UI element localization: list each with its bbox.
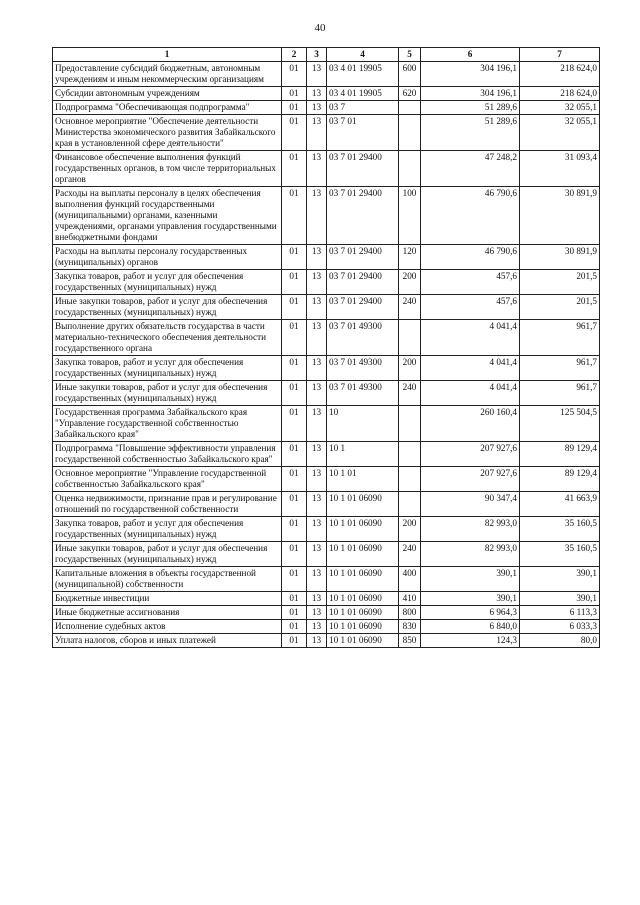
table-row [53,381,600,406]
row-section-cell: 01 [282,270,307,295]
row-name-cell: Государственная программа Забайкальского края "Управление государственной собственностью Забайкальского края" [53,406,282,442]
row-amount-2-cell: 80,0 [520,634,600,648]
row-name-cell: Расходы на выплаты персоналу в целях обеспечения выполнения функций государственными (муниципальными) органами, казенными учреждениями, органами управления государственными внебюджетными фондами [53,187,282,245]
row-amount-2-cell: 961,7 [520,381,600,406]
row-expense-type-cell: 200 [399,356,421,381]
row-amount-2-cell: 201,5 [520,270,600,295]
row-name-cell: Основное мероприятие "Управление государственной собственностью Забайкальского края" [53,467,282,492]
row-expense-type-cell: 410 [399,592,421,606]
row-section-cell: 01 [282,87,307,101]
row-amount-1-cell: 51 289,6 [421,115,520,151]
row-amount-2-cell: 32 055,1 [520,101,600,115]
row-amount-1-cell: 46 790,6 [421,245,520,270]
row-subsection-cell: 13 [307,567,327,592]
row-target-article-cell: 03 7 01 29400 [327,270,399,295]
row-expense-type-cell [399,320,421,356]
row-expense-type-cell [399,151,421,187]
table-row [53,356,600,381]
row-target-article-cell: 10 1 01 06090 [327,492,399,517]
row-expense-type-cell [399,442,421,467]
table-row [53,87,600,101]
row-expense-type-cell [399,467,421,492]
row-name-cell: Подпрограмма "Обеспечивающая подпрограмма" [53,101,282,115]
row-amount-1-cell: 304 196,1 [421,87,520,101]
row-section-cell: 01 [282,442,307,467]
row-section-cell: 01 [282,592,307,606]
row-expense-type-cell: 200 [399,270,421,295]
row-target-article-cell: 03 7 01 29400 [327,187,399,245]
row-target-article-cell: 03 4 01 19905 [327,62,399,87]
table-row [53,442,600,467]
row-amount-2-cell: 6 113,3 [520,606,600,620]
row-name-cell: Подпрограмма "Повышение эффективности управления государственной собственностью Забайкальского края" [53,442,282,467]
row-name-cell: Закупка товаров, работ и услуг для обеспечения государственных (муниципальных) нужд [53,356,282,381]
row-target-article-cell: 03 7 01 49300 [327,381,399,406]
row-name-cell: Уплата налогов, сборов и иных платежей [53,634,282,648]
budget-table [52,47,600,648]
row-amount-2-cell: 35 160,5 [520,542,600,567]
row-name-cell: Закупка товаров, работ и услуг для обеспечения государственных (муниципальных) нужд [53,270,282,295]
row-section-cell: 01 [282,245,307,270]
row-target-article-cell: 10 1 01 06090 [327,634,399,648]
row-name-cell: Бюджетные инвестиции [53,592,282,606]
row-amount-2-cell: 218 624,0 [520,87,600,101]
row-subsection-cell: 13 [307,115,327,151]
row-expense-type-cell: 850 [399,634,421,648]
column-header: 4 [327,48,399,62]
column-header: 6 [421,48,520,62]
row-amount-2-cell: 89 129,4 [520,467,600,492]
row-amount-2-cell: 390,1 [520,567,600,592]
row-target-article-cell: 03 7 01 [327,115,399,151]
table-body [53,62,600,648]
table-row [53,634,600,648]
row-amount-1-cell: 82 993,0 [421,542,520,567]
table-row [53,542,600,567]
row-subsection-cell: 13 [307,187,327,245]
table-row [53,592,600,606]
row-section-cell: 01 [282,381,307,406]
row-target-article-cell: 10 1 01 06090 [327,567,399,592]
row-subsection-cell: 13 [307,87,327,101]
table-row [53,517,600,542]
row-amount-2-cell: 218 624,0 [520,62,600,87]
column-header: 1 [53,48,282,62]
row-subsection-cell: 13 [307,295,327,320]
row-target-article-cell: 10 1 01 06090 [327,517,399,542]
row-name-cell: Оценка недвижимости, признание прав и регулирование отношений по государственной собственности [53,492,282,517]
header-row [53,48,600,62]
row-name-cell: Исполнение судебных актов [53,620,282,634]
row-section-cell: 01 [282,517,307,542]
row-name-cell: Предоставление субсидий бюджетным, автономным учреждениям и иным некоммерческим организациям [53,62,282,87]
table-row [53,320,600,356]
row-amount-2-cell: 390,1 [520,592,600,606]
row-amount-1-cell: 390,1 [421,592,520,606]
row-section-cell: 01 [282,542,307,567]
row-name-cell: Капитальные вложения в объекты государственной (муниципальной) собственности [53,567,282,592]
row-section-cell: 01 [282,62,307,87]
row-target-article-cell: 10 [327,406,399,442]
row-amount-1-cell: 390,1 [421,567,520,592]
row-amount-2-cell: 125 504,5 [520,406,600,442]
table-row [53,606,600,620]
row-subsection-cell: 13 [307,592,327,606]
row-expense-type-cell: 120 [399,245,421,270]
table-row [53,492,600,517]
row-amount-1-cell: 47 248,2 [421,151,520,187]
row-section-cell: 01 [282,492,307,517]
row-expense-type-cell: 400 [399,567,421,592]
row-section-cell: 01 [282,356,307,381]
row-amount-1-cell: 46 790,6 [421,187,520,245]
row-target-article-cell: 03 7 [327,101,399,115]
row-subsection-cell: 13 [307,320,327,356]
row-amount-2-cell: 31 093,4 [520,151,600,187]
table-row [53,567,600,592]
row-amount-2-cell: 32 055,1 [520,115,600,151]
row-amount-1-cell: 4 041,4 [421,381,520,406]
row-amount-2-cell: 961,7 [520,320,600,356]
row-subsection-cell: 13 [307,606,327,620]
row-name-cell: Иные бюджетные ассигнования [53,606,282,620]
row-amount-1-cell: 51 289,6 [421,101,520,115]
row-section-cell: 01 [282,567,307,592]
row-name-cell: Расходы на выплаты персоналу государственных (муниципальных) органов [53,245,282,270]
row-target-article-cell: 10 1 01 06090 [327,620,399,634]
row-expense-type-cell: 830 [399,620,421,634]
row-amount-1-cell: 6 840,0 [421,620,520,634]
row-expense-type-cell [399,492,421,517]
row-subsection-cell: 13 [307,151,327,187]
table-row [53,115,600,151]
row-amount-1-cell: 207 927,6 [421,442,520,467]
row-target-article-cell: 10 1 [327,442,399,467]
row-subsection-cell: 13 [307,442,327,467]
row-subsection-cell: 13 [307,245,327,270]
row-amount-1-cell: 90 347,4 [421,492,520,517]
row-target-article-cell: 03 7 01 29400 [327,245,399,270]
row-subsection-cell: 13 [307,492,327,517]
table-row [53,295,600,320]
row-section-cell: 01 [282,295,307,320]
row-subsection-cell: 13 [307,101,327,115]
row-expense-type-cell: 100 [399,187,421,245]
row-section-cell: 01 [282,151,307,187]
table-row [53,151,600,187]
row-amount-2-cell: 41 663,9 [520,492,600,517]
row-amount-2-cell: 201,5 [520,295,600,320]
row-amount-1-cell: 124,3 [421,634,520,648]
row-name-cell: Иные закупки товаров, работ и услуг для обеспечения государственных (муниципальных) нужд [53,295,282,320]
row-expense-type-cell [399,115,421,151]
table-row [53,245,600,270]
row-name-cell: Основное мероприятие "Обеспечение деятельности Министерства экономического развития Забайкальского края в установленной сфере деятельности" [53,115,282,151]
row-subsection-cell: 13 [307,356,327,381]
column-header: 2 [282,48,307,62]
row-amount-2-cell: 6 033,3 [520,620,600,634]
row-subsection-cell: 13 [307,381,327,406]
row-target-article-cell: 03 7 01 49300 [327,356,399,381]
row-name-cell: Финансовое обеспечение выполнения функций государственных органов, в том числе территориальных органов [53,151,282,187]
row-expense-type-cell: 240 [399,295,421,320]
row-name-cell: Иные закупки товаров, работ и услуг для обеспечения государственных (муниципальных) нужд [53,542,282,567]
table-row [53,467,600,492]
row-expense-type-cell: 240 [399,381,421,406]
row-amount-1-cell: 6 964,3 [421,606,520,620]
row-target-article-cell: 03 7 01 29400 [327,295,399,320]
column-header: 7 [520,48,600,62]
row-amount-1-cell: 4 041,4 [421,320,520,356]
row-section-cell: 01 [282,620,307,634]
row-target-article-cell: 10 1 01 06090 [327,542,399,567]
row-name-cell: Закупка товаров, работ и услуг для обеспечения государственных (муниципальных) нужд [53,517,282,542]
row-name-cell: Иные закупки товаров, работ и услуг для обеспечения государственных (муниципальных) нужд [53,381,282,406]
table-row [53,620,600,634]
row-section-cell: 01 [282,406,307,442]
row-target-article-cell: 03 7 01 29400 [327,151,399,187]
row-name-cell: Выполнение других обязательств государства в части материально-технического обеспечения деятельности государственного органа [53,320,282,356]
table-row [53,187,600,245]
row-target-article-cell: 10 1 01 06090 [327,606,399,620]
table-row [53,101,600,115]
row-target-article-cell: 10 1 01 06090 [327,592,399,606]
row-expense-type-cell: 600 [399,62,421,87]
row-amount-1-cell: 82 993,0 [421,517,520,542]
row-expense-type-cell [399,406,421,442]
row-name-cell: Субсидии автономным учреждениям [53,87,282,101]
row-subsection-cell: 13 [307,620,327,634]
row-subsection-cell: 13 [307,467,327,492]
row-subsection-cell: 13 [307,62,327,87]
row-expense-type-cell: 800 [399,606,421,620]
row-amount-2-cell: 35 160,5 [520,517,600,542]
row-amount-2-cell: 30 891,9 [520,245,600,270]
row-subsection-cell: 13 [307,634,327,648]
row-target-article-cell: 10 1 01 [327,467,399,492]
row-section-cell: 01 [282,634,307,648]
row-subsection-cell: 13 [307,517,327,542]
row-subsection-cell: 13 [307,542,327,567]
row-expense-type-cell [399,101,421,115]
row-amount-2-cell: 30 891,9 [520,187,600,245]
column-header: 3 [307,48,327,62]
row-amount-1-cell: 457,6 [421,270,520,295]
row-section-cell: 01 [282,606,307,620]
row-section-cell: 01 [282,467,307,492]
page-number: 40 [314,22,326,34]
row-amount-1-cell: 4 041,4 [421,356,520,381]
row-amount-1-cell: 304 196,1 [421,62,520,87]
row-amount-2-cell: 961,7 [520,356,600,381]
table-row [53,62,600,87]
row-section-cell: 01 [282,115,307,151]
row-section-cell: 01 [282,101,307,115]
row-amount-1-cell: 457,6 [421,295,520,320]
row-expense-type-cell: 200 [399,517,421,542]
row-amount-2-cell: 89 129,4 [520,442,600,467]
row-subsection-cell: 13 [307,406,327,442]
column-header: 5 [399,48,421,62]
row-target-article-cell: 03 4 01 19905 [327,87,399,101]
row-target-article-cell: 03 7 01 49300 [327,320,399,356]
table-row [53,270,600,295]
row-amount-1-cell: 207 927,6 [421,467,520,492]
row-section-cell: 01 [282,187,307,245]
row-subsection-cell: 13 [307,270,327,295]
row-expense-type-cell: 240 [399,542,421,567]
table-row [53,406,600,442]
row-section-cell: 01 [282,320,307,356]
row-expense-type-cell: 620 [399,87,421,101]
row-amount-1-cell: 260 160,4 [421,406,520,442]
